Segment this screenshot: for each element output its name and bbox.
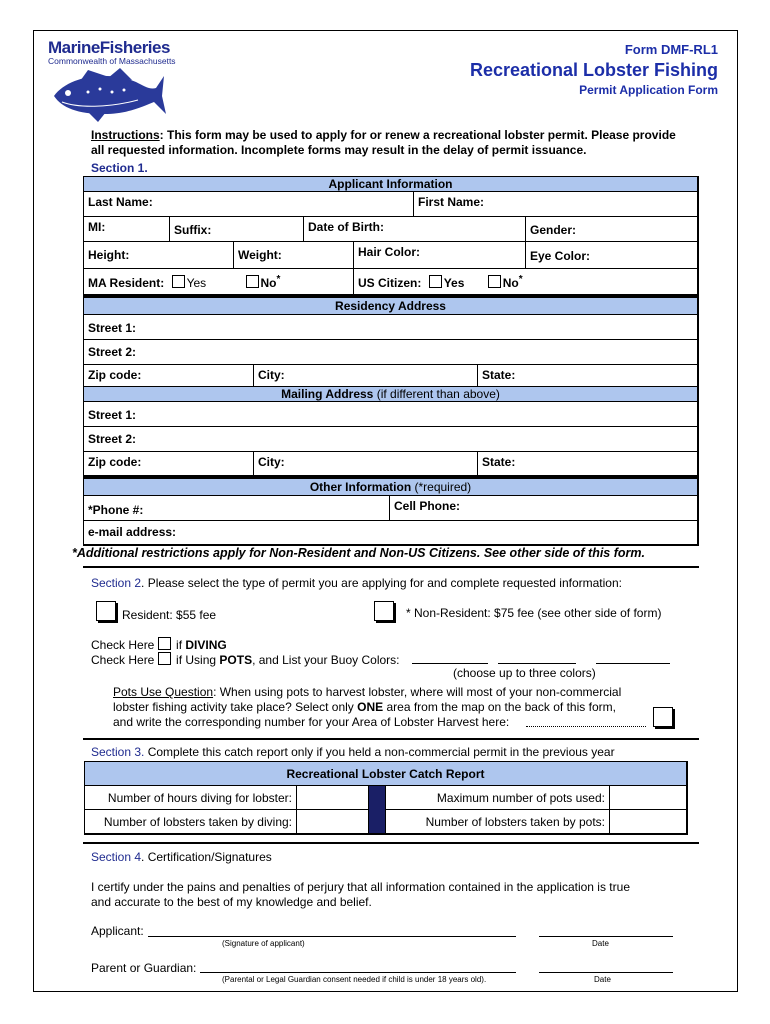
- restriction-note: *Additional restrictions apply for Non-Resident and Non-US Citizens. See other side of this form.: [72, 546, 645, 560]
- height-field[interactable]: Height:: [84, 242, 234, 269]
- certification-text: I certify under the pains and penalties of perjury that all information contained in the application is true and accurate to the best of my knowledge and belief.: [91, 880, 630, 909]
- residency-zip-field[interactable]: Zip code:: [84, 365, 254, 387]
- nonresident-label: * Non-Resident: $75 fee (see other side of form): [406, 606, 662, 620]
- ma-resident-yes-checkbox[interactable]: [172, 275, 185, 288]
- instructions-text: : This form may be used to apply for or renew a recreational lobster permit. Please provide all requested information. Incomplete forms may result in the delay of permit issuance.: [91, 128, 676, 157]
- eye-color-field[interactable]: Eye Color:: [526, 242, 697, 269]
- residency-street1-field[interactable]: Street 1:: [84, 315, 697, 340]
- suffix-field[interactable]: Suffix:: [170, 217, 304, 242]
- section-divider: [83, 566, 699, 568]
- section2-intro: Section 2. Please select the type of permit you are applying for and complete requested information:: [91, 576, 622, 590]
- cell-phone-field[interactable]: Cell Phone:: [390, 496, 697, 521]
- nonresident-checkbox[interactable]: [374, 601, 394, 621]
- section3-intro: Section 3. Complete this catch report only if you held a non-commercial permit in the previous year: [91, 745, 615, 759]
- mailing-street2-field[interactable]: Street 2:: [84, 427, 697, 452]
- mailing-city-field[interactable]: City:: [254, 452, 478, 475]
- logo-subtitle: Commonwealth of Massachusetts: [48, 56, 176, 66]
- lobsters-pots-input[interactable]: [610, 810, 686, 833]
- buoy-color-1-input[interactable]: [412, 650, 488, 664]
- section-divider: [83, 738, 699, 740]
- us-citizen-row: US Citizen: Yes No*: [358, 274, 523, 290]
- guardian-label: Parent or Guardian:: [91, 961, 197, 975]
- residency-city-field[interactable]: City:: [254, 365, 478, 387]
- logo-title: MarineFisheries: [48, 38, 170, 57]
- harvest-area-dots: [526, 726, 646, 727]
- us-citizen-no-checkbox[interactable]: [488, 275, 501, 288]
- separator-block: [369, 786, 385, 833]
- mailing-state-field[interactable]: State:: [482, 455, 516, 469]
- guardian-caption: (Parental or Legal Guardian consent needed if child is under 18 years old).: [222, 975, 487, 984]
- applicant-date-line[interactable]: [539, 922, 673, 937]
- applicant-signature-line[interactable]: [148, 922, 516, 937]
- section4-intro: Section 4. Certification/Signatures: [91, 850, 272, 864]
- pots-row: Check Here if Using POTS, and List your Buoy Colors:: [91, 653, 400, 667]
- residency-state-field[interactable]: State:: [478, 365, 697, 387]
- section1-label: Section 1.: [91, 161, 148, 175]
- instructions-label: Instructions: [91, 128, 160, 142]
- diving-checkbox[interactable]: [158, 637, 171, 650]
- lobsters-diving-input[interactable]: [297, 810, 369, 833]
- lobsters-diving-label: Number of lobsters taken by diving:: [85, 810, 297, 833]
- hours-diving-label: Number of hours diving for lobster:: [85, 786, 297, 810]
- max-pots-input[interactable]: [610, 786, 686, 810]
- form-title: Recreational Lobster Fishing: [469, 60, 718, 80]
- first-name-field[interactable]: First Name:: [414, 192, 697, 217]
- dob-field[interactable]: Date of Birth:: [304, 217, 526, 242]
- weight-field[interactable]: Weight:: [234, 242, 354, 269]
- phone-field[interactable]: *Phone #:: [84, 496, 390, 521]
- form-id: Form DMF-RL1: [624, 42, 718, 57]
- email-field[interactable]: e-mail address:: [88, 525, 177, 539]
- applicant-info-header: Applicant Information: [84, 177, 697, 192]
- residency-header: Residency Address: [84, 298, 697, 315]
- section4-label: Section 4: [91, 850, 142, 864]
- choose-colors-note: (choose up to three colors): [453, 666, 596, 680]
- guardian-date-line[interactable]: [539, 958, 673, 973]
- guardian-date-caption: Date: [594, 975, 611, 984]
- mailing-zip-field[interactable]: Zip code:: [84, 452, 254, 475]
- mailing-header: Mailing Address (if different than above): [84, 387, 697, 402]
- form-subtitle: Permit Application Form: [579, 83, 718, 97]
- catch-report-header: Recreational Lobster Catch Report: [85, 762, 686, 786]
- hair-color-field[interactable]: Hair Color:: [354, 242, 526, 269]
- ma-resident-no-checkbox[interactable]: [246, 275, 259, 288]
- pots-question: Pots Use Question: When using pots to harvest lobster, where will most of your non-commercial lobster fishing activity take place? Select only ONE area from the map on the back of this form, and write the corresponding number for your Area of Lobster Harvest here:: [113, 685, 622, 729]
- pots-checkbox[interactable]: [158, 652, 171, 665]
- residency-street2-field[interactable]: Street 2:: [84, 340, 697, 365]
- buoy-color-3-input[interactable]: [596, 650, 670, 664]
- buoy-color-2-input[interactable]: [498, 650, 576, 664]
- section2-label: Section 2: [91, 576, 142, 590]
- us-citizen-yes-checkbox[interactable]: [429, 275, 442, 288]
- applicant-label: Applicant:: [91, 924, 144, 938]
- other-info-header: Other Information (*required): [84, 479, 697, 496]
- fish-icon: [48, 62, 168, 124]
- applicant-date-caption: Date: [592, 939, 609, 948]
- resident-checkbox[interactable]: [96, 601, 116, 621]
- last-name-field[interactable]: Last Name:: [84, 192, 414, 217]
- gender-field[interactable]: Gender:: [526, 217, 697, 242]
- lobsters-pots-label: Number of lobsters taken by pots:: [385, 810, 610, 833]
- guardian-signature-line[interactable]: [200, 958, 516, 973]
- instructions: [91, 128, 691, 158]
- diving-row: Check Here if DIVING: [91, 638, 227, 652]
- mi-field[interactable]: MI:: [84, 217, 170, 242]
- logo: [48, 38, 178, 126]
- hours-diving-input[interactable]: [297, 786, 369, 810]
- resident-label: Resident: $55 fee: [122, 608, 217, 622]
- harvest-area-input[interactable]: [653, 707, 673, 727]
- section-divider: [83, 842, 699, 844]
- ma-resident-row: MA Resident: Yes No*: [84, 269, 354, 294]
- mailing-street1-field[interactable]: Street 1:: [84, 402, 697, 427]
- section3-label: Section 3.: [91, 745, 145, 759]
- max-pots-label: Maximum number of pots used:: [385, 786, 610, 810]
- signature-caption: (Signature of applicant): [222, 939, 305, 948]
